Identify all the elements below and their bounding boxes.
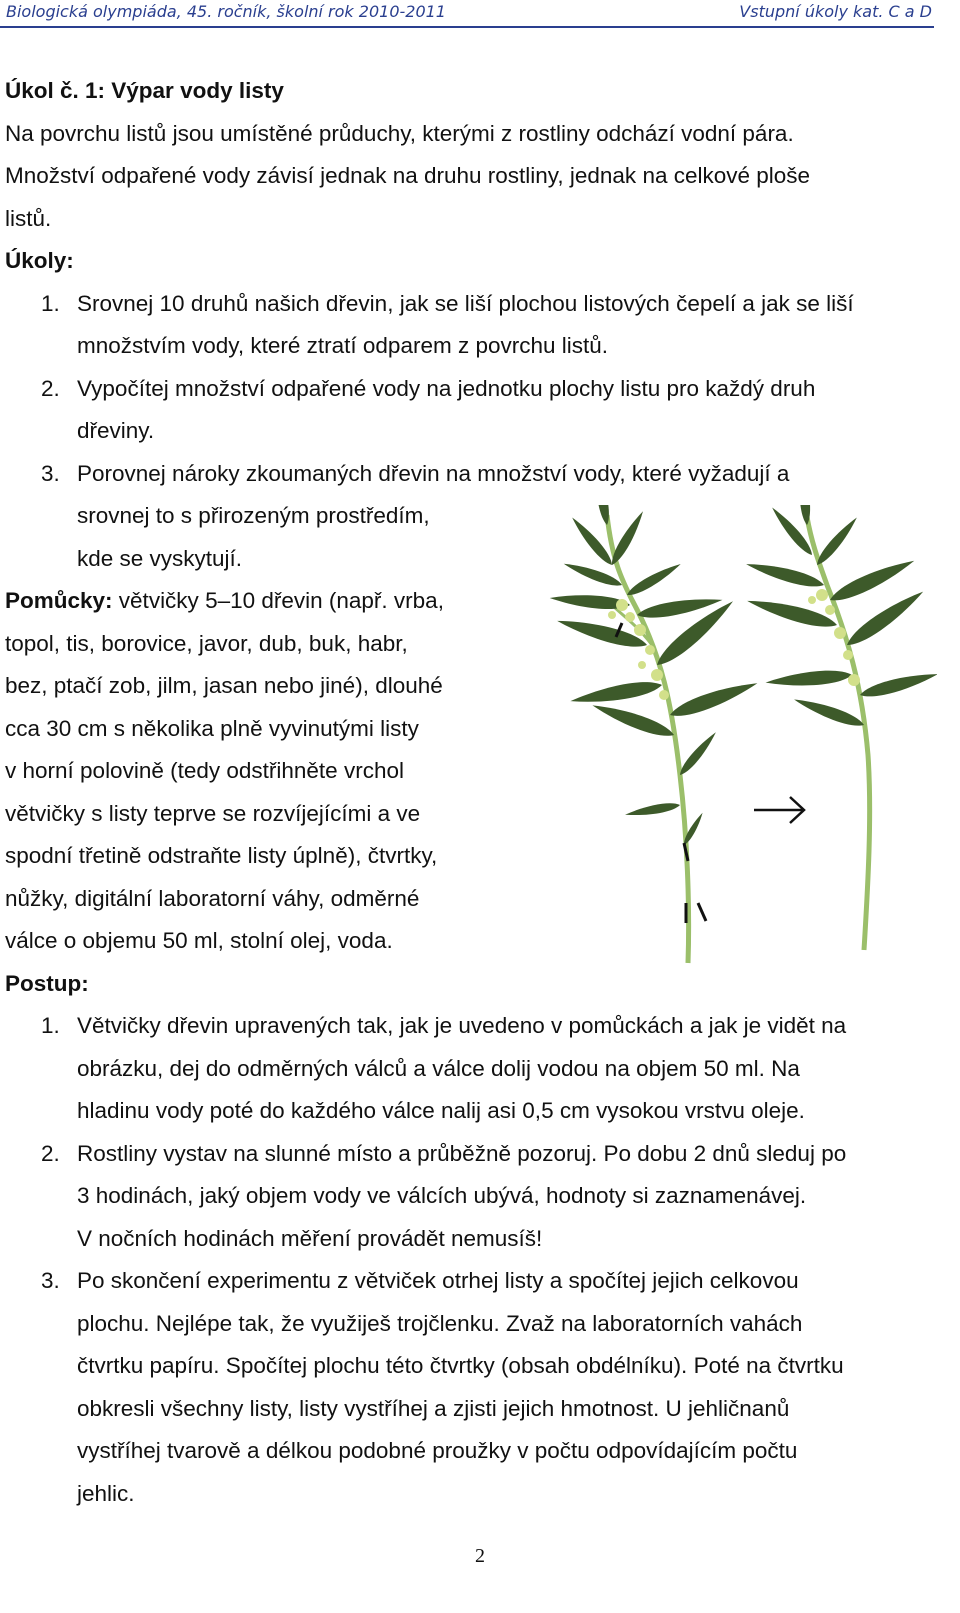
procedure-line: Větvičky dřevin upravených tak, jak je uvedeno v pomůckách a jak je vidět na <box>77 1013 847 1038</box>
procedure-line: Po skončení experimentu z větviček otrhej listy a spočítej jejich celkovou <box>77 1268 799 1293</box>
task-item-1 <box>5 283 935 368</box>
task-line: Srovnej 10 druhů našich dřevin, jak se liší plochou listových čepelí a jak se liší <box>77 290 854 316</box>
procedure-line: jehlic. <box>77 1480 135 1506</box>
procedure-number: 1. <box>41 1013 60 1038</box>
procedure-line: hladinu vody poté do každého válce nalij asi 0,5 cm vysokou vrstvu oleje. <box>77 1098 805 1123</box>
tools-line: spodní třetině odstraňte listy úplně), čtvrtky, <box>5 843 438 868</box>
procedure-line: plochu. Nejlépe tak, že využiješ trojčlenku. Zvaž na laboratorních vahách <box>77 1310 803 1336</box>
header-left: Biologická olympiáda, 45. ročník, školní rok 2010-2011 <box>6 2 446 21</box>
tasks-heading: Úkoly: <box>5 248 74 273</box>
task-number: 1. <box>41 290 60 316</box>
task-title: Úkol č. 1: Výpar vody listy <box>5 78 284 103</box>
procedure-heading: Postup: <box>5 970 89 996</box>
procedure-number: 3. <box>41 1268 60 1293</box>
header-divider <box>0 26 934 28</box>
tools-line: bez, ptačí zob, jilm, jasan nebo jiné), dlouhé <box>5 673 443 698</box>
task-number: 2. <box>41 375 60 401</box>
procedure-line: obkresli všechny listy, listy vystříhej a zjisti jejich hmotnost. U jehličnanů <box>77 1395 790 1421</box>
procedure-item-1 <box>5 1005 935 1133</box>
tools-heading: Pomůcky: <box>5 588 113 613</box>
intro-line-3: listů. <box>5 205 52 231</box>
procedure-line: vystříhej tvarově a délkou podobné proužky v počtu odpovídajícím počtu <box>77 1438 798 1463</box>
procedure-line: čtvrtku papíru. Spočítej plochu této čtvrtky (obsah obdélníku). Poté na čtvrtku <box>77 1353 844 1378</box>
tools-line: větvičky s listy teprve se rozvíjejícími a ve <box>5 800 421 826</box>
page-number: 2 <box>475 1545 485 1567</box>
tools-line: válce o objemu 50 ml, stolní olej, voda. <box>5 928 393 953</box>
task-item-2 <box>5 368 935 453</box>
tools-line: topol, tis, borovice, javor, dub, buk, habr, <box>5 630 408 656</box>
tools-line-1 <box>5 580 505 623</box>
branch-after-icon <box>745 505 937 950</box>
branch-before-icon <box>549 505 760 963</box>
tools-section <box>5 580 505 963</box>
procedure-line: 3 hodinách, jaký objem vody ve válcích ubývá, hodnoty si zaznamenávej. <box>77 1183 807 1208</box>
tools-line: cca 30 cm s několika plně vyvinutými listy <box>5 715 419 741</box>
procedure-item-2 <box>5 1133 935 1261</box>
procedure-number: 2. <box>41 1140 60 1166</box>
procedure-line: Rostliny vystav na slunné místo a průběžně pozoruj. Po dobu 2 dnů sleduj po <box>77 1140 847 1166</box>
task-line: srovnej to s přirozeným prostředím, <box>77 503 430 528</box>
tools-line: nůžky, digitální laboratorní váhy, odměrné <box>5 885 420 911</box>
tools-line: v horní polovině (tedy odstřihněte vrchol <box>5 758 404 783</box>
task-line: Vypočítej množství odpařené vody na jednotku plochy listu pro každý druh <box>77 375 816 401</box>
right-arrow-icon <box>754 797 804 823</box>
procedure-item-3 <box>5 1260 935 1515</box>
procedure-line: obrázku, dej do odměrných válců a válce dolij vodou na objem 50 ml. Na <box>77 1055 800 1081</box>
task-line: Porovnej nároky zkoumaných dřevin na množství vody, které vyžadují a <box>77 460 790 486</box>
task-line: množstvím vody, které ztratí odparem z povrchu listů. <box>77 333 609 358</box>
intro-line-2: Množství odpařené vody závisí jednak na druhu rostliny, jednak na celkové ploše <box>5 163 811 188</box>
header-right: Vstupní úkoly kat. C a D <box>739 2 932 21</box>
procedure-list <box>5 1005 935 1515</box>
procedure-line: V nočních hodinách měření provádět nemusíš! <box>77 1225 543 1251</box>
page-header <box>6 0 932 24</box>
branch-illustration <box>512 505 937 970</box>
task-line: kde se vyskytují. <box>77 545 243 571</box>
task-number: 3. <box>41 460 60 486</box>
task-line: dřeviny. <box>77 418 155 443</box>
tools-text: větvičky 5–10 dřevin (např. vrba, <box>112 588 444 613</box>
intro-line-1: Na povrchu listů jsou umístěné průduchy, kterými z rostliny odchází vodní pára. <box>5 120 794 146</box>
